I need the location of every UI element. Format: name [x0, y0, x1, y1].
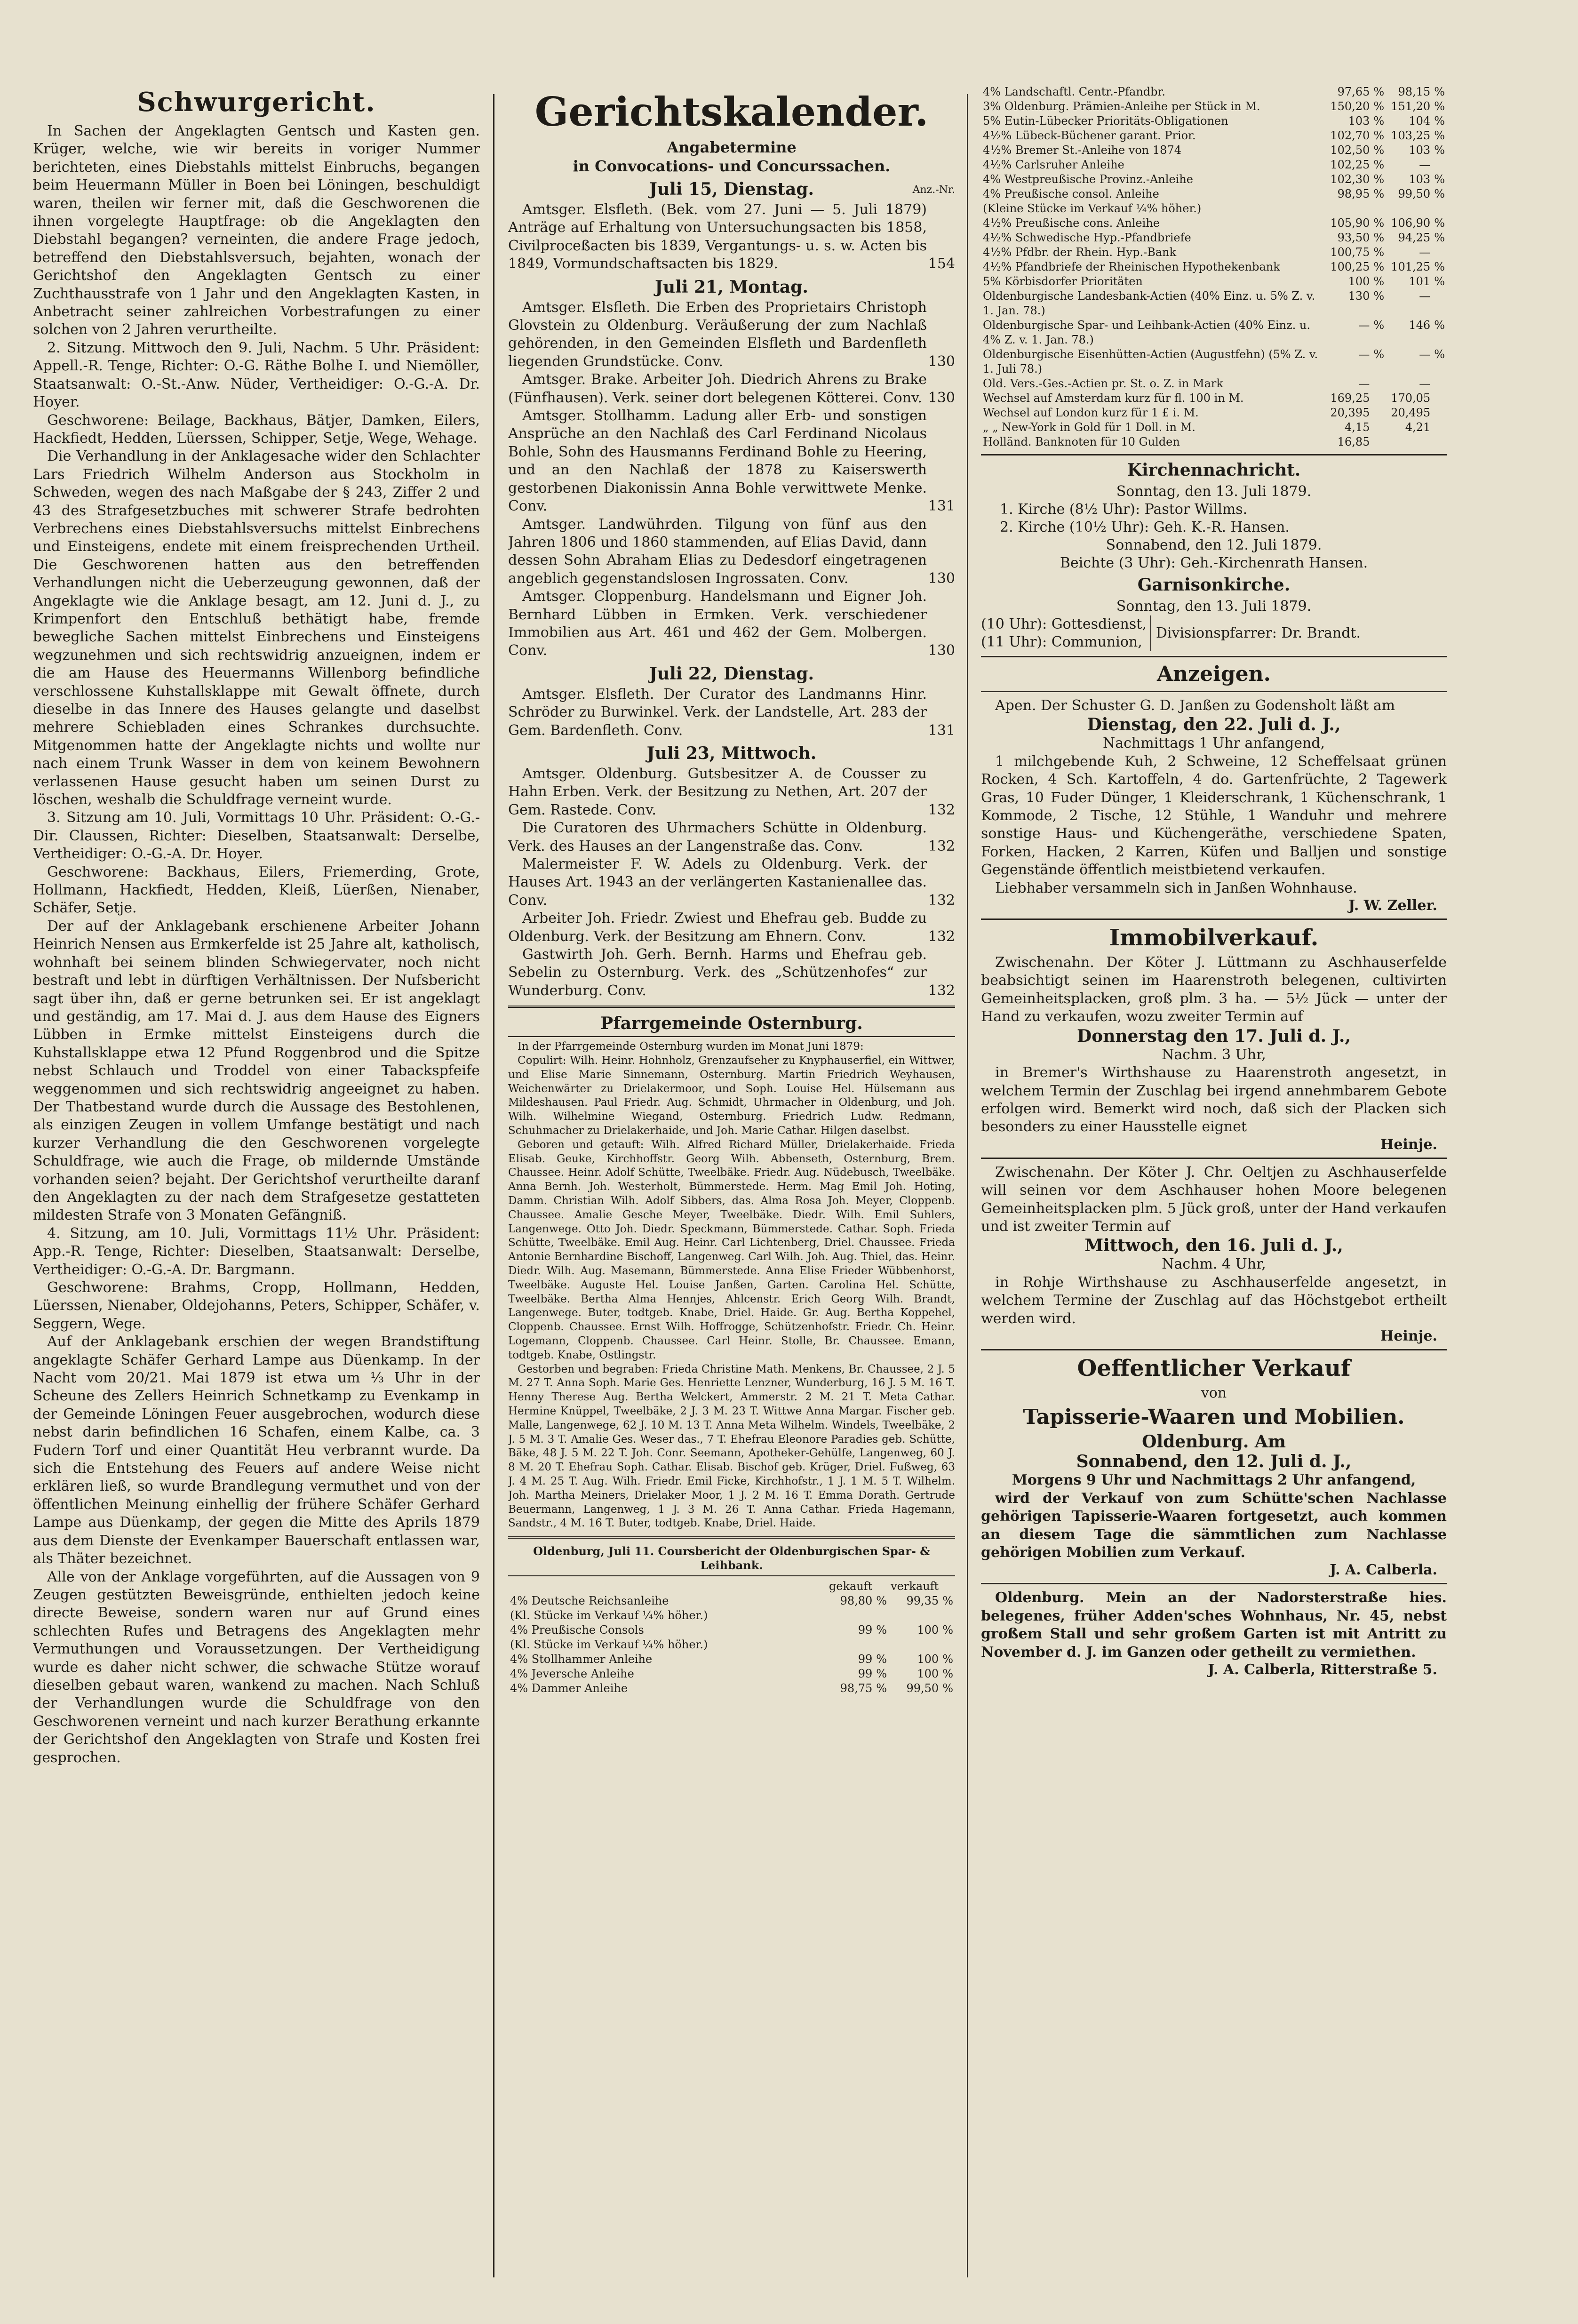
kurs-row: 4% Preußische Consols 99 % 100 % — [510, 1623, 953, 1637]
calendar-entry: Amtsger. Stollhamm. Ladung aller Erb- und sonstigen Ansprüche an den Nachlaß des Carl Ferdinand Nicolaus Bohle, Sohn des Hausmanns Ferdinand Bohle zu Heering, und an den Nachlaß der 1878 zu Kaiserswerth gestorbenen Diakonissin Anna Bohle verwittwete Menke. Conv. 131 — [508, 407, 955, 515]
date-heading: Juli 23, Mittwoch. — [646, 743, 817, 763]
divider — [981, 918, 1447, 920]
ad-body: in Rohje Wirthshause zu Aschhauserfelde angesetzt, in welchem Termine der Zuschlag auf das Höchstgebot ertheilt werden wird. — [981, 1274, 1447, 1327]
kurs-row: Old. Vers.-Ges.-Actien pr. St. o. Z. in Mark — — — [983, 377, 1431, 390]
article-paragraph: Geschworene: Brahms, Cropp, Hollmann, Hedden, Lüerssen, Nienaber, Oldejohanns, Peters, Schipper, Schäfer, v. Seggern, Wege. — [33, 1279, 480, 1332]
kurs-header-row: gekauft verkauft — [829, 1580, 939, 1593]
kurs-row: 5% Körbisdorfer Prioritäten 100 % 101 % — [983, 275, 1445, 288]
subtitle: Angabetermine — [667, 138, 797, 156]
ad-intro: Apen. Der Schuster G. D. Janßen zu Godensholt läßt am — [995, 697, 1395, 714]
divider — [981, 1349, 1447, 1350]
kurs-row: 4½% Pfandbriefe der Rheinischen Hypothekenbank 100,25 % 101,25 % — [983, 260, 1445, 273]
ad-body: 1 milchgebende Kuh, 2 Schweine, 12 Scheffelsaat grünen Rocken, 4 Sch. Kartoffeln, 4 do. Gartenfrüchte, 2 Tagewerk Gras, 10 Fuder Dünger, 1 Kleiderschrank, 1 Küchenschrank, 1 Kommode, 2 Tische, 12 Stühle, 1 Wanduhr und mehrere sonstige Haus- und Küchengeräthe, verschiedene Spaten, Forken, Hacken, 2 Karren, Küfen und Balljen und sonstige Gegenstände öffentlich meistbietend verkaufen. — [981, 753, 1447, 878]
kurs-table-continued — [981, 85, 1447, 449]
article-paragraph: Geschworene: Beilage, Backhaus, Bätjer, Damken, Eilers, Hackfiedt, Hedden, Lüerssen, Schipper, Setje, Wege, Wehage. — [33, 412, 480, 447]
article-paragraph: In Sachen der Angeklagten Gentsch und Kasten gen. Krüger, welche, wie wir bereits in voriger Nummer berichteten, eines Diebstahls mittelst Einbruchs, begangen beim Heuermann Müller in Boen bei Löningen, beschuldigt waren, theilen wir ferner mit, daß die Geschworenen die ihnen vorgelegte Hauptfrage: ob die Angeklagten den Diebstahl begangen? verneinten, die andere Frage jedoch, betreffend den Diebstahlsversuch, bejahten, wonach der Gerichtshof den Angeklagten Gentsch zu einer Zuchthausstrafe von 1 Jahr und den Angeklagten Kasten, in Anbetracht seiner zahlreichen Vorbestrafungen zu einer solchen von 2 Jahren verurtheilte. — [33, 123, 480, 338]
ad-time: Morgens 9 Uhr und Nachmittags 2 Uhr anfangend, — [1012, 1472, 1416, 1489]
ad-subject: Tapisserie-Waaren und Mobilien. — [1023, 1405, 1405, 1430]
ad-von: von — [1201, 1384, 1227, 1401]
article-paragraph: 3. Sitzung am 10. Juli, Vormittags 10 Uhr. Präsident: O.-G.-Dir. Claussen, Richter: Dieselben, Staatsanwalt: Derselbe, Vertheidiger: O.-G.-A. Dr. Hoyer. — [33, 809, 480, 863]
ad-time: Nachm. 3 Uhr, — [1162, 1046, 1266, 1063]
parish-gestorben: Gestorben und begraben: Frieda Christine Math. Menkens, Br. Chaussee, 2 J. 5 M. 27 T. Anna Soph. Marie Ges. Henriette Lenzner, Wunderburg, 16 J. 5 M. 16 T. Henny Therese Aug. Bertha Welckert, Ammerstr. 2 M. 21 T. Meta Cathar. Hermine Knüppel, Tweelbäke, 2 J. 3 M. 23 T. Wittwe Anna Margar. Fischer geb. Malle, Langenwege, 62 J. 10 M. 13 T. Anna Meta Wilhelm. Windels, Tweelbäke, 2 J. 5 M. 3 T. Amalie Ges. Weser das., 7 T. Ehefrau Eleonore Paradies geb. Schütte, Bäke, 48 J. 5 M. 22 T. Joh. Conr. Seemann, Apotheker-Gehülfe, Langenweg, 60 J. 8 M. 20 T. Ehefrau Soph. Cathar. Elisab. Bischof geb. Krüger, Driel. Fußweg, 63 J. 4 M. 25 T. Aug. Wilh. Friedr. Emil Ficke, Kirchhofstr., 1 J. 1 M. 5 T. Wilhelm. Joh. Martha Meiners, Drielaker Moor, 1 J. 2 M. 16 T. Emma Dorath. Gertrude Beuermann, Langenweg, 1 J. 3 M. 26 T. Anna Cathar. Frieda Hagemann, Sandstr., 4 M. 16 T. Buter, todtgeb. Knabe, Driel. Haide. — [508, 1363, 955, 1530]
section-divider — [508, 1006, 955, 1008]
article-paragraph: Alle von der Anklage vorgeführten, auf die Aussagen von 9 Zeugen gestützten Beweisgründe, enthielten jedoch keine directe Beweise, sondern waren nur auf Grund eines schlechten Rufes und Betragens des Angeklagten mehr Vermuthungen und Voraussetzungen. Der Vertheidigung wurde es daher nicht schwer, die schwache Stütze worauf dieselben gebaut waren, wankend zu machen. Nach Schluß der Verhandlungen wurde die Schuldfrage von den Geschworenen verneint und nach kurzer Berathung erkannte der Gerichtshof den Angeklagten von Strafe und Kosten frei gesprochen. — [33, 1568, 480, 1766]
date-heading: Juli 21, Montag. — [655, 277, 808, 297]
kurs-row: „ „ New-York in Gold für 1 Doll. in M. 4,15 4,21 — [983, 421, 1431, 434]
ad-title: Oeffentlicher Verkauf — [1077, 1355, 1351, 1382]
kurs-row: 4½% Lübeck-Büchener garant. Prior. 102,70 % 103,25 % — [983, 129, 1445, 142]
church-service: 2. Kirche (10½ Uhr): Geh. K.-R. Hansen. — [1000, 519, 1290, 535]
parish-intro: In der Pfarrgemeinde Osternburg wurden im Monat Juni 1879: — [518, 1040, 864, 1053]
subtitle: in Convocations- und Concurssachen. — [573, 157, 891, 175]
kurs-row: Oldenburgische Spar- und Leihbank-Actien (40% Einz. u. 4% Z. v. 1. Jan. 78.) — % 146 % — [983, 319, 1445, 346]
divider — [508, 1036, 955, 1037]
divider — [981, 691, 1447, 692]
ad-body: Oldenburg. Mein an der Nadorsterstraße hies. belegenes, früher Adden'sches Wohnhaus, Nr. 45, nebst großem Stall und sehr großem Garten ist mit Antritt zu November d. J. im Ganzen oder getheilt zu vermiethen. — [981, 1589, 1447, 1661]
ad-date: Sonnabend, den 12. Juli d. J., — [1076, 1452, 1352, 1472]
kurs-row: 4% Westpreußische Provinz.-Anleihe 102,30 % 103 % — [983, 173, 1445, 186]
kurs-row: 4% Stollhammer Anleihe 99 % 100 % — [510, 1653, 953, 1666]
church-date: Sonntag, den 13. Juli 1879. — [1116, 483, 1312, 500]
church-date: Sonnabend, den 12. Juli 1879. — [1106, 537, 1322, 553]
kurs-row: Oldenburgische Landesbank-Actien (40% Einz. u. 5% Z. v. 1. Jan. 78.) 130 % — — [983, 289, 1431, 317]
ad-signature: J. W. Zeller. — [1348, 897, 1437, 914]
anz-nr-label: Anz.-Nr. — [912, 184, 955, 196]
column-gerichtskalender — [508, 85, 955, 2296]
article-paragraph: Geschworene: Backhaus, Eilers, Friemerding, Grote, Hollmann, Hackfiedt, Hedden, Kleiß, Lüerßen, Nienaber, Schäfer, Setje. — [33, 863, 480, 917]
kurs-row: (Kl. Stücke im Verkauf ¼% höher.) — [510, 1638, 708, 1652]
kurs-row: 4% Jeversche Anleihe 99 % 100 % — [510, 1667, 953, 1681]
parish-geboren: Geboren und getauft: Wilh. Alfred Richard Müller, Drielakerhaide. Frieda Elisab. Geuke, Kirchhoffstr. Georg Wilh. Abbenseth, Osternburg, Brem. Chaussee. Heinr. Adolf Schütte, Tweelbäke. Friedr. Aug. Nüdebusch, Tweelbäke. Anna Bernh. Joh. Westerholt, Bümmerstede. Herm. Mag Emil Joh. Hoting, Damm. Christian Wilh. Adolf Sibbers, das. Alma Rosa Joh. Meyer, Cloppenb. Chaussee. Amalie Gesche Meyer, Tweelbäke. Diedr. Wilh. Emil Suhlers, Langenwege. Otto Joh. Diedr. Speckmann, Bümmerstede. Cathar. Soph. Frieda Schütte, Tweelbäke. Emil Aug. Heinr. Carl Lichtenberg, Driel. Chaussee. Frieda Antonie Bernhardine Bischoff, Langenweg. Carl Wilh. Joh. Aug. Thiel, das. Heinr. Diedr. Wilh. Aug. Masemann, Bümmerstede. Anna Elise Frieder Wübbenhorst, Tweelbäke. Auguste Hel. Louise Janßen, Garten. Carolina Hel. Schütte, Tweelbäke. Bertha Alma Hennjes, Ahlcenstr. Erich Georg Wilh. Brandt, Langenwege. Buter, todtgeb. Knabe, Driel. Haide. Gr. Aug. Bertha Koppehel, Cloppenb. Chaussee. Ernst Wilh. Hoffrogge, Schützenhofstr. Friedr. Ch. Heinr. Logemann, Cloppenb. Chaussee. Carl Heinr. Stolle, Br. Chaussee. Emann, todtgeb. Knabe, Ostlingstr. — [508, 1138, 955, 1361]
kurs-row: 4½% Bremer St.-Anleihe von 1874 102,50 % 103 % — [983, 144, 1445, 157]
garrison-title: Garnisonkirche. — [1137, 575, 1291, 595]
garrison-pastor: Divisionspfarrer: Dr. Brandt. — [1156, 625, 1361, 641]
kurs-table — [508, 1579, 955, 1696]
calendar-entry: Malermeister F. W. Adels zu Oldenburg. Verk. der Hauses Art. 1943 an der verlängerten Kastanienallee das. Conv. 132 — [508, 856, 955, 909]
calendar-entry: Amtsger. Elsfleth. Die Erben des Proprietairs Christoph Glovstein zu Oldenburg. Veräußerung der zum Nachlaß gehörenden, in den Gemeinden Elsfleth und Bardenfleth liegenden Grundstücke. Conv. 130 — [508, 299, 955, 370]
ad-date: Donnerstag den 17. Juli d. J., — [1077, 1026, 1351, 1046]
ad-signature: Heinje. — [1380, 1327, 1437, 1344]
article-paragraph: 4. Sitzung, am 10. Juli, Vormittags 11½ Uhr. Präsident: App.-R. Tenge, Richter: Dieselben, Staatsanwalt: Derselbe, Vertheidiger: O.-G.-A. Dr. Bargmann. — [33, 1225, 480, 1278]
section-divider — [508, 1536, 955, 1539]
ad-time: Nachmittags 1 Uhr anfangend, — [1102, 735, 1325, 752]
calendar-entry: Amtsger. Landwührden. Tilgung von fünf aus den Jahren 1806 und 1860 stammenden, auf Elias David, dann dessen Sohn Abraham Elias zu Dedesdorf eingetragenen angeblich gegenstandslosen Ingrossaten. Conv. 130 — [508, 516, 955, 587]
kurs-row: 3% Oldenburg. Prämien-Anleihe per Stück in M. 150,20 % 151,20 % — [983, 100, 1445, 113]
kurs-row: 4% Dammer Anleihe 98,75 % 99,50 % — [510, 1682, 953, 1695]
ad-body: wird der Verkauf von zum Schütte'schen Nachlasse gehörigen Tapisserie-Waaren fortgesetzt, auch kommen an diesem Tage die sämmtlichen zum Nachlasse gehörigen Mobilien zum Verkauf. — [981, 1490, 1447, 1561]
ad-signature: J. A. Calberla, Ritterstraße 5. — [1208, 1661, 1437, 1678]
ad-time: Nachm. 4 Uhr, — [1162, 1256, 1266, 1273]
section-divider — [981, 656, 1447, 657]
calendar-entry: Gastwirth Joh. Gerh. Bernh. Harms und Ehefrau geb. Sebelin zu Osternburg. Verk. des „Schützenhofes“ zur Wunderburg. Conv. 132 — [508, 946, 955, 999]
date-heading: Juli 22, Dienstag. — [649, 663, 814, 684]
calendar-entry: Die Curatoren des Uhrmachers Schütte in Oldenburg. Verk. des Hauses an der Langenstraße das. Conv. 132 — [508, 820, 955, 855]
kurs-row: (Kl. Stücke im Verkauf ¼% höher.) — [510, 1609, 708, 1622]
column-rule-right — [967, 94, 968, 2277]
kurs-row: 4% Landschaftl. Centr.-Pfandbr. 97,65 % 98,15 % — [983, 85, 1445, 98]
kurs-row: Wechsel auf Amsterdam kurz für fl. 100 in M. 169,25 170,05 — [983, 391, 1431, 405]
ad-body: in Bremer's Wirthshause zu Haarenstroth angesetzt, in welchem Termin der Zuschlag bei irgend annehmbarem Gebote erfolgen wird. Bemerkt wird noch, daß sich der Placken sich besonders zu einer Hausstelle eignet — [981, 1064, 1447, 1135]
calendar-entry: Amtsger. Cloppenburg. Handelsmann und Eigner Joh. Bernhard Lübben in Ermken. Verk. verschiedener Immobilien aus Art. 461 und 462 der Gem. Molbergen. Conv. 130 — [508, 588, 955, 659]
parish-copuliert: Copulirt: Wilh. Heinr. Hohnholz, Grenzaufseher zu Knyphauserfiel, ein Wittwer, und Elise Marie Sinnemann, Osternburg. Martin Friedrich Weyhausen, Weichenwärter zu Drielakermoor, und Soph. Louise Hel. Hülsemann aus Mildeshausen. Paul Friedr. Aug. Schmidt, Uhrmacher in Oldenburg, und Joh. Wilh. Wilhelmine Wiegand, Osternburg. Friedrich Ludw. Redmann, Schuhmacher zu Drielakerhaide, und Joh. Marie Cathar. Hilgen daselbst. — [508, 1054, 955, 1137]
ad-place: Oldenburg. Am — [1142, 1432, 1286, 1452]
article-paragraph: Auf der Anklagebank erschien der wegen Brandstiftung angeklagte Schäfer Gerhard Lampe aus Düenkamp. In der Nacht vom 20/21. Mai 1879 ist etwa um ⅓ Uhr in der Scheune des Zellers Heinrich Schnetkamp zu Evenkamp in der Gemeinde Löningen Feuer ausgebrochen, wodurch diese nebst darin befindlichen 16 Schafen, einem Kalbe, ca. 3 Fudern Torf und einer Quantität Heu verbrannt wurde. Da sich die Entstehung des Feuers auf andere Weise nicht erklären ließ, so wurde Brandlegung vermuthet und von der öffentlichen Meinung einhellig der frühere Schäfer Gerhard Lampe aus Düenkamp, der gegen die Mitte des Aprils 1879 aus dem Dienste der Evenkamper Bauerschaft entlassen war, als Thäter bezeichnet. — [33, 1334, 480, 1567]
garrison-services — [981, 615, 1447, 651]
church-service: (11 Uhr): Communion, — [981, 634, 1142, 650]
column-kurse-anzeigen — [981, 85, 1447, 2296]
article-paragraph: Die Verhandlung in der Anklagesache wider den Schlachter Lars Friedrich Wilhelm Anderson aus Stockholm in Schweden, wegen des nach Maßgabe der § 243, Ziffer 2 und 43 des Strafgesetzbuches mit schwerer Strafe bedrohten Verbrechens eines Diebstahlsversuchs mittelst Einbrechens und Einsteigens, endete mit einem freisprechenden Urtheil. Die Geschworenen hatten aus den betreffenden Verhandlungen nicht die Ueberzeugung gewonnen, daß der Angeklagte wie die Anklage besagt, am 12. Juni d. J., zu Krimpenfort den Entschluß bethätigt habe, fremde bewegliche Sachen mittelst Einbrechens und Einsteigens wegzunehmen und sich rechtswidrig anzueignen, indem er die am Hause des Heuermanns Willenborg befindliche verschlossene Kuhstallsklappe mit Gewalt öffnete, durch dieselbe in das Innere des Hauses gelangte und daselbst mehrere Schiebladen eines Schrankes durchsuchte. Mitgenommen hatte der Angeklagte nichts und wollte nur nach einem Trunk Wasser in dem von keinem Bewohnern verlassenen Hause gesucht haben um seinen Durst zu löschen, weshalb die Schuldfrage verneint wurde. — [33, 448, 480, 808]
kurs-row: Oldenburgische Eisenhütten-Actien (Augustfehn) (5% Z. v. 1. Juli 78.) — % — % — [983, 348, 1445, 375]
article-paragraph: 2. Sitzung. Mittwoch den 9. Juli, Nachm. 5 Uhr. Präsident: Appell.-R. Tenge, Richter: O.-G. Räthe Bolhe I. und Niemöller, Staatsanwalt: O.-St.-Anw. Nüder, Vertheidiger: O.-G.-A. Dr. Hoyer. — [33, 339, 480, 411]
divider — [508, 1575, 955, 1576]
kurs-row: 4% Deutsche Reichsanleihe 98,80 % 99,35 % — [510, 1594, 953, 1608]
ad-signature: J. A. Calberla. — [1330, 1562, 1437, 1579]
kurs-row: (Kleine Stücke im Verkauf ¼% höher.) — [983, 202, 1202, 215]
kurs-title: Oldenburg, Juli 11. Coursbericht der Oldenburgischen Spar- & Leihbank. — [533, 1544, 930, 1573]
kurs-row: 4½% Preußische cons. Anleihe 105,90 % 106,90 % — [983, 216, 1445, 230]
church-date: Sonntag, den 13. Juli 1879. — [1116, 598, 1312, 615]
church-service: 1. Kirche (8½ Uhr): Pastor Willms. — [1000, 501, 1248, 518]
church-title: Kirchennachricht. — [1127, 460, 1301, 480]
kurs-row: Wechsel auf London kurz für 1 £ i. M. 20,395 20,495 — [983, 406, 1431, 419]
kurs-row: 5% Eutin-Lübecker Prioritäts-Obligationen 103 % 104 % — [983, 114, 1445, 128]
calendar-entry: Amtsger. Oldenburg. Gutsbesitzer A. de Cousser zu Hahn Erben. Verk. der Besitzung zu Nethen, Art. 207 der Gem. Rastede. Conv. 132 — [508, 765, 955, 818]
ad-signature: Heinje. — [1380, 1136, 1437, 1153]
divider — [981, 1158, 1447, 1159]
calendar-entry: Amtsger. Elsfleth. (Bek. vom 27. Juni — 5. Juli 1879) Anträge auf Erhaltung von Untersuchungsacten bis 1858, Civilproceßacten bis 1839, Vergantungs- u. s. w. Acten bis 1849, Vormundschaftsacten bis 1829. 154 — [508, 201, 955, 272]
ad-intro: Zwischenahn. Der Köter J. Chr. Oeltjen zu Aschhauserfelde will seinen vor dem Aschhauser hohen Moore belegenen Gemeinheitsplacken plm. 5 Jück groß, unter der Hand verkaufen und ist zweiter Termin auf — [981, 1164, 1447, 1235]
section-divider — [981, 454, 1447, 455]
ad-date: Mittwoch, den 16. Juli d. J., — [1084, 1236, 1343, 1256]
ad-intro: Zwischenahn. Der Köter J. Lüttmann zu Aschhauserfelde beabsichtigt seinen im Haarenstroth belegenen, cultivirten Gemeinheitsplacken, groß plm. 3 ha. — 5½ Jück — unter der Hand zu verkaufen, wozu zweiter Termin auf — [981, 954, 1447, 1025]
church-service: Beichte (3 Uhr): Geh.-Kirchenrath Hansen. — [1060, 555, 1368, 571]
parish-title: Pfarrgemeinde Osternburg. — [600, 1014, 863, 1034]
church-service: (10 Uhr): Gottesdienst, — [981, 616, 1147, 632]
kurs-row: 4½% Carlsruher Anleihe 102,25 % — — [983, 158, 1431, 171]
kurs-row: 4½% Pfdbr. der Rhein. Hyp.-Bank 100,75 % — — [983, 246, 1431, 259]
divider — [981, 1583, 1447, 1584]
calendar-entry: Amtsger. Brake. Arbeiter Joh. Diedrich Ahrens zu Brake (Fünfhausen). Verk. seiner dort belegenen Kötterei. Conv. 130 — [508, 371, 955, 406]
ad-date: Dienstag, den 22. Juli d. J., — [1087, 715, 1341, 735]
anzeigen-title: Anzeigen. — [1157, 662, 1271, 686]
calendar-entry: Arbeiter Joh. Friedr. Zwiest und Ehefrau geb. Budde zu Oldenburg. Verk. der Besitzung am Ehnern. Conv. 132 — [508, 910, 955, 945]
gerichtskalender-title: Gerichtskalender. — [534, 88, 929, 135]
kurs-row: Holländ. Banknoten für 10 Gulden 16,85 — [983, 435, 1370, 448]
date-heading: Juli 15, Dienstag. — [649, 179, 814, 199]
ad-title: Immobilverkauf. — [1109, 925, 1319, 951]
calendar-entry: Amtsger. Elsfleth. Der Curator des Landmanns Hinr. Schröder zu Burwinkel. Verk. der Landstelle, Art. 283 der Gem. Bardenfleth. Conv. 131 — [508, 686, 955, 739]
kurs-row: 4½% Schwedische Hyp.-Pfandbriefe 93,50 % 94,25 % — [983, 231, 1445, 244]
column-rule-left — [493, 94, 494, 2277]
ad-closing: Liebhaber versammeln sich in Janßen Wohnhause. — [995, 879, 1357, 896]
column-schwurgericht — [33, 85, 480, 2296]
article-paragraph: Der auf der Anklagebank erschienene Arbeiter Johann Heinrich Nensen aus Ermkerfelde ist 25 Jahre alt, katholisch, wohnhaft bei seinem blinden Schwiegervater, noch nicht bestraft und lebt in dürftigen Verhältnissen. Der Nufsbericht sagt über ihn, daß er gerne betrunken sei. Er ist angeklagt und geständig, am 17. Mai d. J. aus dem Hause des Eigners Lübben in Ermke mittelst Einsteigens durch die Kuhstallsklappe etwa 12 Pfund Roggenbrod und die Spitze nebst Schlauch und Troddel von einer Tabackspfeife weggenommen und sich rechtswidrig angeeignet zu haben. Der Thatbestand wurde durch die Aussage des Bestohlenen, als einzigen Zeugen in vollem Umfange bestätigt und nach kurzer Verhandlung die den Geschworenen vorgelegte Schuldfrage, wie auch die Frage, ob mildernde Umstände vorhanden seien? bejaht. Der Gerichtshof verurtheilte daranf den Angeklagten zu der nach dem Strafgesetze gestatteten mildesten Strafe von 3 Monaten Gefängniß. — [33, 918, 480, 1224]
kurs-row: 4% Preußische consol. Anleihe 98,95 % 99,50 % — [983, 187, 1445, 200]
schwurgericht-title: Schwurgericht. — [137, 87, 376, 118]
